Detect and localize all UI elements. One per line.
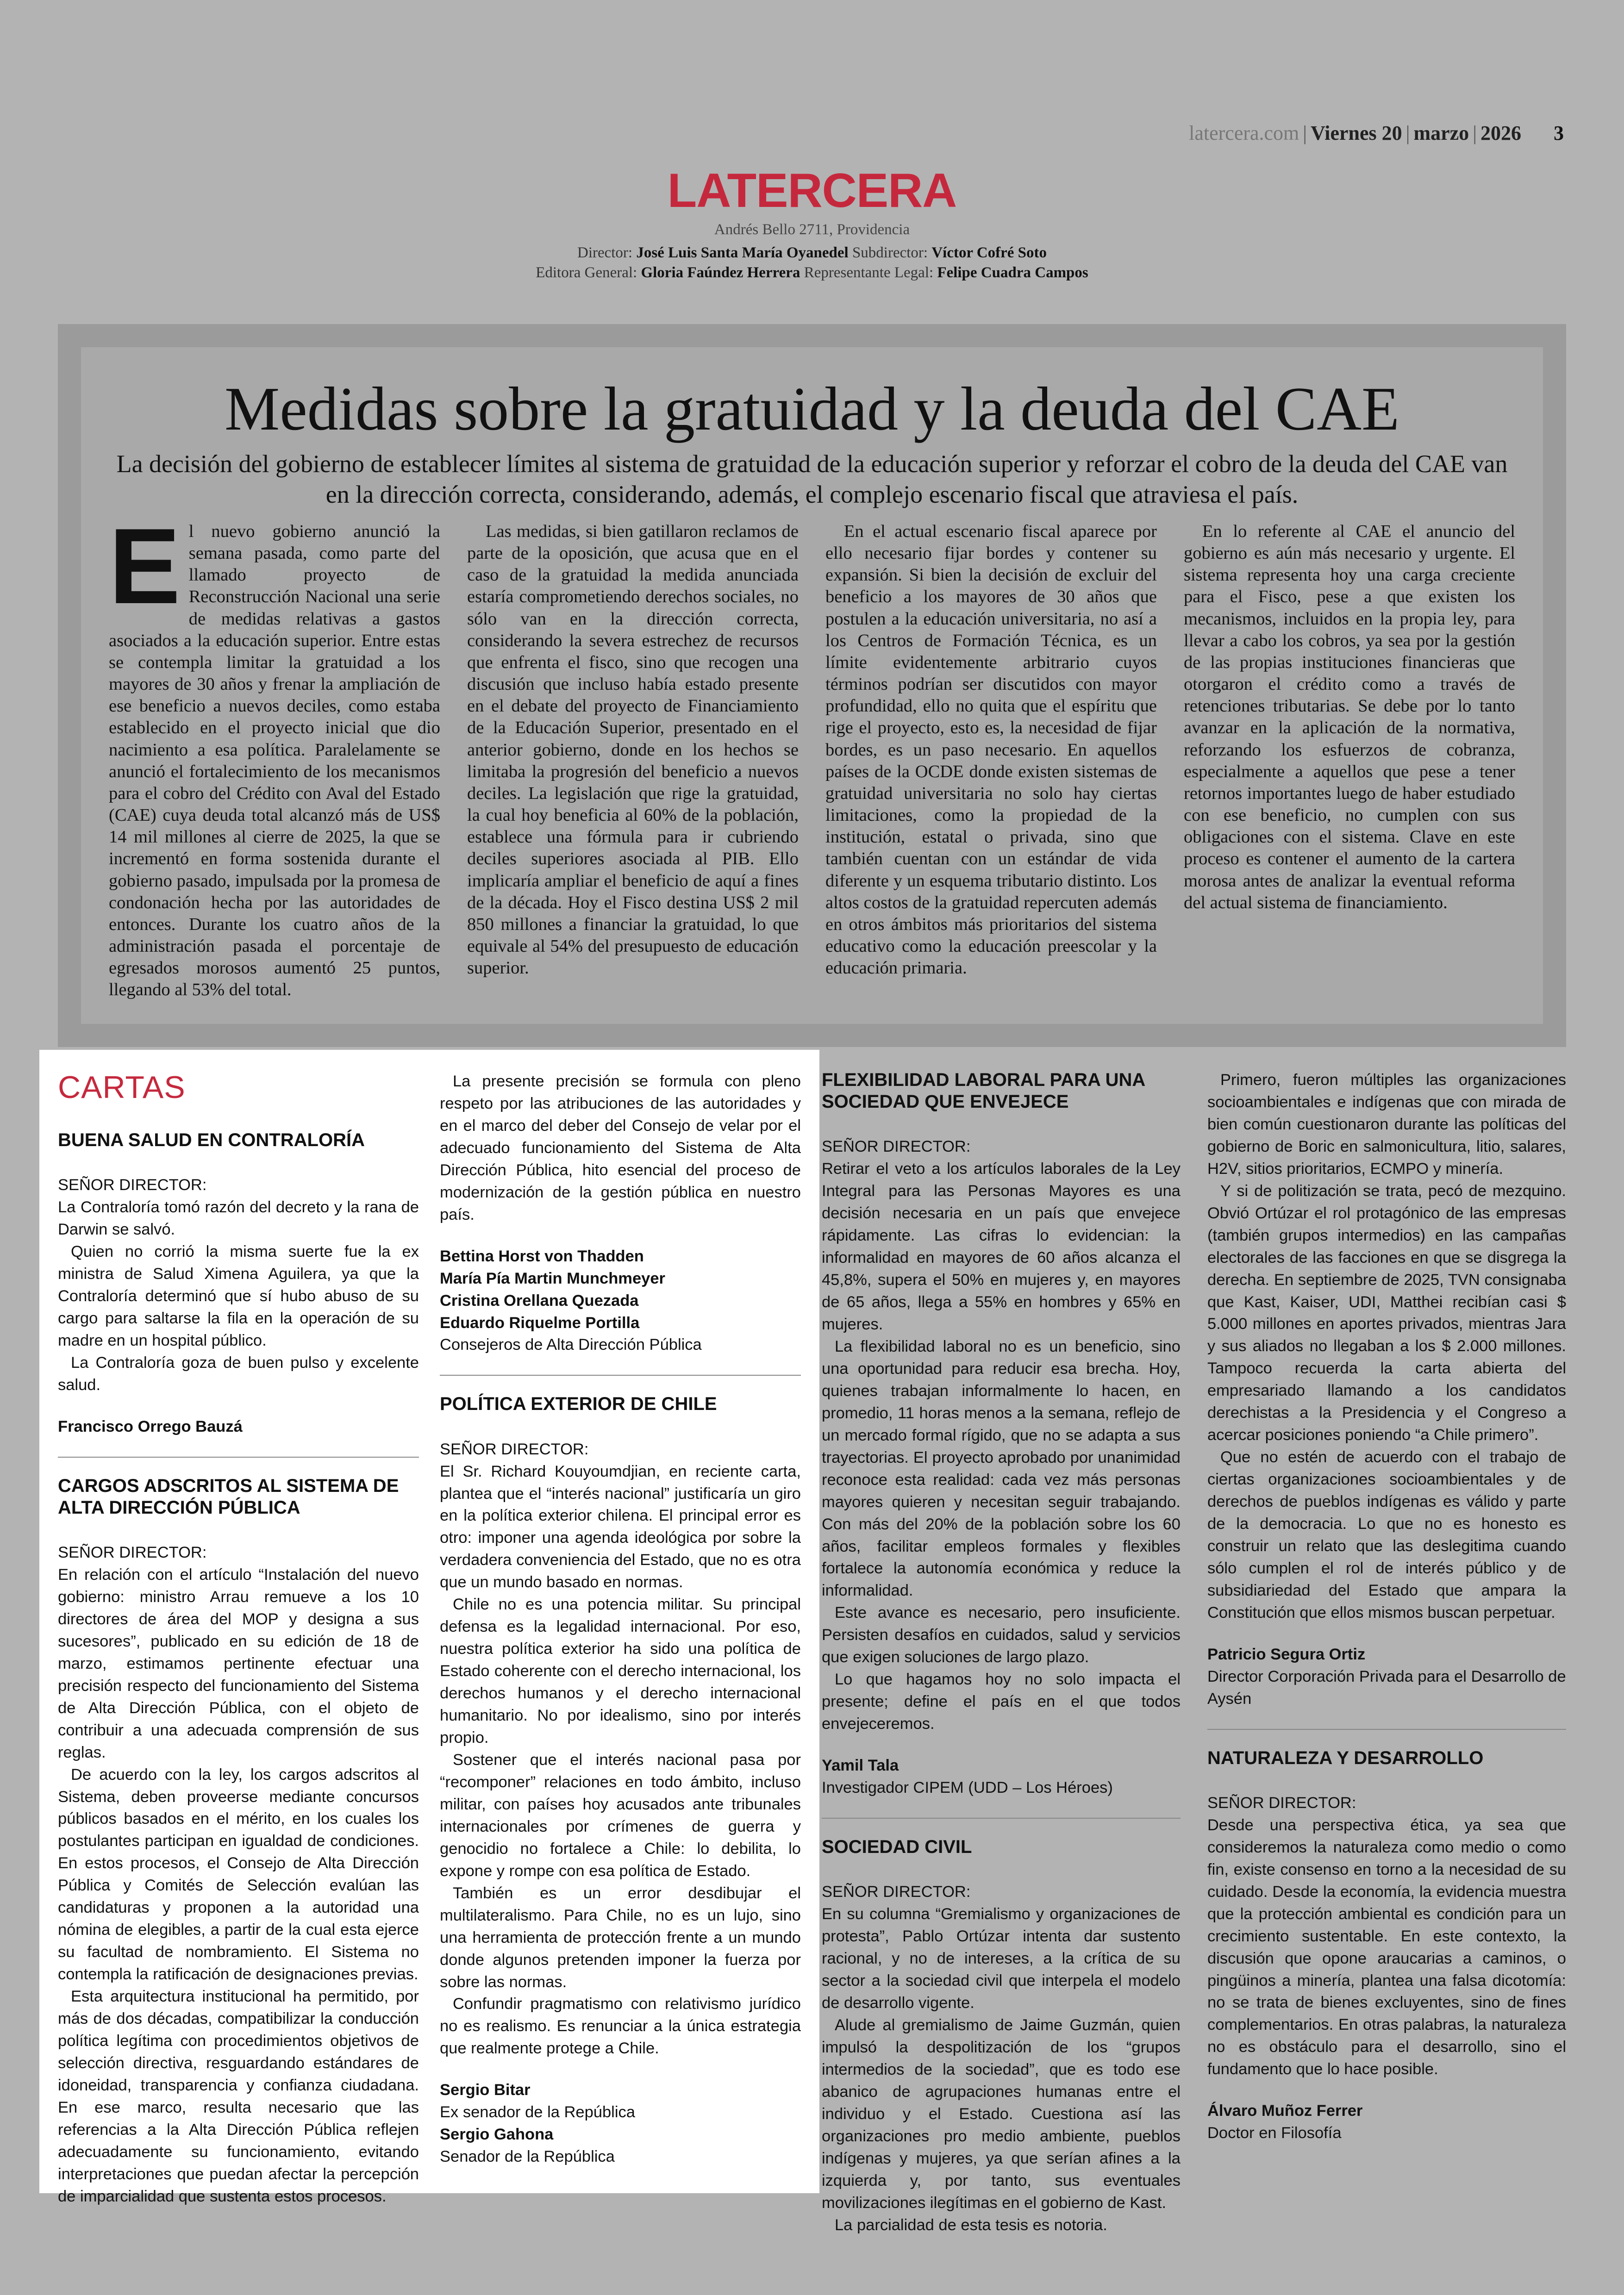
salutation: SEÑOR DIRECTOR:	[1207, 1794, 1356, 1812]
salutation: SEÑOR DIRECTOR:	[58, 1544, 207, 1562]
site-name[interactable]: latercera.com	[1189, 122, 1299, 144]
letter	[822, 1069, 1181, 1799]
letter-title: CARGOS ADSCRITOS AL SISTEMA DE ALTA DIRECCIÓN PÚBLICA	[58, 1475, 399, 1518]
letter-paragraph: Sostener que el interés nacional pasa por “recomponer” relaciones en todo ámbito, incluso militar, con países hoy acusados ante tribunales internacionales por crímenes de guerra y genocidio no fortalece a Chile: lo debilita, lo expone y rompe con esa política de Estado.	[440, 1751, 801, 1880]
cartas-section-title: CARTAS	[58, 1070, 186, 1105]
letter-paragraph: La Contraloría goza de buen pulso y excelente salud.	[58, 1353, 419, 1394]
letter-continued	[1207, 1069, 1566, 1710]
letter-paragraph: De acuerdo con la ley, los cargos adscritos al Sistema, deben proveerse mediante concursos públicos basados en el mérito, en los cuales los postulantes participan en igualdad de condiciones. En estos procesos, el Consejo de Alta Dirección Pública y Comités de Selección evalúan las candidaturas y proponen a la autoridad una nómina de elegibles, a partir de la cual esta ejerce su facultad de nombramiento. El Sistema no contempla la ratificación de designaciones previas.	[58, 1765, 419, 1983]
letter-paragraph: Lo que hagamos hoy no solo impacta el presente; define el país en el que todos envejeceremos.	[822, 1671, 1181, 1733]
salutation: SEÑOR DIRECTOR:	[58, 1176, 207, 1194]
subdirector-label: Subdirector:	[852, 244, 928, 261]
editorial-paragraph: Las medidas, si bien gatillaron reclamos de parte de la oposición, que acusa que en el caso de la gratuidad la medida anunciada estaría comprometiendo derechos sociales, no sólo van en la dirección correcta, considerando la severa estrechez de recursos que enfrenta el fisco, sino que recogen una discusión que incluso había estado presente en el debate del proyecto de Financiamiento de la Educación Superior, presentado en el anterior gobierno, donde en los hechos se limitaba la progresión del beneficio a nuevos deciles. La legislación que rige la gratuidad, la cual hoy beneficia al 60% de la población, establece una fórmula para ir cubriendo deciles superiores asociada al PIB. Ello implicaría ampliar el beneficio de aquí a fines de la década. Hoy el Fisco destina US$ 2 mil 850 millones a financiar la gratuidad, lo que equivale al 54% del presupuesto de educación superior.	[467, 522, 799, 978]
signature	[440, 1246, 801, 1357]
signer-name: María Pía Martin Munchmeyer	[440, 1269, 665, 1287]
letter-title: NATURALEZA Y DESARROLLO	[1207, 1747, 1484, 1768]
editora-name: Gloria Faúndez Herrera	[641, 264, 800, 281]
letter-paragraph: Chile no es una potencia militar. Su principal defensa es la legalidad internacional. Por eso, nuestra política exterior ha sido una política de Estado coherente con el derecho internacional, los derechos humanos y el derecho internacional humanitario. No por idealismo, sino por interés propio.	[440, 1596, 801, 1747]
signer-name: Yamil Tala	[822, 1757, 899, 1775]
drop-cap: E	[109, 506, 181, 626]
editorial-paragraph: En lo referente al CAE el anuncio del gobierno es aún más necesario y urgente. El sistema representa hoy una carga creciente para el Fisco, pese a que existen los mecanismos, incluidos en la propia ley, para llevar a cabo los cobros, ya sea por la gestión de las propias instituciones financieras que otorgaron el crédito como a través de retenciones tributarias. Se debe por lo tanto avanzar en la aplicación de la normativa, reforzando los esfuerzos de cobranza, especialmente a aquellos que pese a tener retornos importantes luego de haber estudiado con ese beneficio, no cumplen con sus obligaciones con el sistema. Clave en este proceso es contener el aumento de la cartera morosa antes de analizar la eventual reforma del actual sistema de financiamiento.	[1184, 522, 1515, 912]
letter-paragraph: Quien no corrió la misma suerte fue la ex ministra de Salud Ximena Aguilera, ya que la Contraloría determinó que sí hubo abuso de su cargo para saltarse la fila en la operación de su madre en un hospital público.	[58, 1243, 419, 1349]
letter-paragraph: El Sr. Richard Kouyoumdjian, en reciente carta, plantea que el “interés nacional” justificaría un giro en la política exterior chilena. El principal error es otro: imponer una agenda ideológica por sobre la verdadera conveniencia del Estado, que no es otra que un mundo basado en normas.	[440, 1462, 801, 1591]
signer-role: Investigador CIPEM (UDD – Los Héroes)	[822, 1779, 1113, 1797]
editora-label: Editora General:	[536, 264, 637, 281]
cartas-column-3	[822, 1069, 1181, 2236]
editorial-body	[109, 506, 1515, 1007]
page-header: latercera.com | Viernes 20 | marzo | 2026 3	[1189, 122, 1564, 144]
signer-role: Ex senador de la República	[440, 2103, 635, 2121]
staff-box	[0, 243, 1624, 283]
salutation: SEÑOR DIRECTOR:	[822, 1883, 971, 1901]
letter-paragraph: También es un error desdibujar el multilateralismo. Para Chile, no es un lujo, sino una herramienta de protección frente a un mundo donde algunos pretenden imponer la fuerza por sobre las normas.	[440, 1884, 801, 1991]
signer-name: Cristina Orellana Quezada	[440, 1291, 639, 1310]
signature	[1207, 1644, 1566, 1710]
letter-paragraph: Y si de politización se trata, pecó de mezquino. Obvió Ortúzar el rol protagónico de las empresas (también grupos intermedios) en las campañas electorales de las facciones en que se disgrega la derecha. En septiembre de 2025, TVN consignaba que Kast, Kaiser, UDI, Matthei recibían casi $ 5.000 millones en aportes privados, mientras Jara y sus aliados no llegaban a los $ 2.000 millones. Tampoco recuerda la carta abierta del empresariado llamando a los candidatos derechistas a la Presidencia y el Congreso a acercar posiciones poniendo “a Chile primero”.	[1207, 1182, 1566, 1444]
issue-month: marzo	[1413, 122, 1469, 144]
signer-role: Consejeros de Alta Dirección Pública	[440, 1336, 702, 1354]
cartas-column-4	[1207, 1069, 1566, 2145]
director-name: José Luis Santa María Oyanedel	[636, 244, 849, 261]
signer-name: Francisco Orrego Bauzá	[58, 1417, 243, 1435]
cartas-column-2	[440, 1071, 801, 2168]
letter-paragraph: Alude al gremialismo de Jaime Guzmán, quien impulsó la despolitización de los “grupos intermedios de la sociedad”, que es todo ese abanico de agrupaciones humanas entre el individuo y el Estado. Cuestiona así las organizaciones pro medio ambiente, pueblos indígenas y mujeres, ya que serían afines a la izquierda y, por tanto, sus eventuales movilizaciones ilegítimas en el gobierno de Kast.	[822, 2016, 1181, 2212]
signature	[58, 1416, 419, 1438]
signer-name: Sergio Bitar	[440, 2081, 531, 2099]
letter-title: BUENA SALUD EN CONTRALORÍA	[58, 1130, 365, 1150]
letter-paragraph: Esta arquitectura institucional ha permitido, por más de dos décadas, compatibilizar la conducción política legítima con procedimientos objetivos de selección directiva, resguardando estándares de idoneidad, transparencia y confianza ciudadana. En ese marco, resulta necesario que las referencias a la Alta Dirección Pública reflejen adecuadamente su funcionamiento, evitando interpretaciones que puedan afectar la percepción de imparcialidad que sustenta estos procesos.	[58, 1988, 419, 2205]
legal-label: Representante Legal:	[804, 264, 934, 281]
letter-paragraph: Que no estén de acuerdo con el trabajo de ciertas organizaciones socioambientales y de derechos de pueblos indígenas es válido y parte de la democracia. Lo que no es honesto es construir un relato que las deslegitima cuando sólo cumplen el rol de interés público y de subsidiariedad del Estado que ampara la Constitución que ellos mismos buscan perpetuar.	[1207, 1448, 1566, 1621]
letter	[58, 1129, 419, 1438]
signer-role: Senador de la República	[440, 2148, 615, 2166]
letter-paragraph: En relación con el artículo “Instalación del nuevo gobierno: ministro Arrau remueve a los 10 directores de área del MOP y designa a sus sucesores”, publicado en su edición de 18 de marzo, estimamos pertinente efectuar una precisión respecto del funcionamiento del Sistema de Alta Dirección Pública, con el objeto de contribuir a una adecuada comprensión de sus reglas.	[58, 1566, 419, 1761]
signer-name: Eduardo Riquelme Portilla	[440, 1314, 640, 1332]
letter	[58, 1475, 419, 2208]
issue-year: 2026	[1480, 122, 1521, 144]
letter-paragraph: En su columna “Gremialismo y organizaciones de protesta”, Pablo Ortúzar intenta dar sustento racional, y no de intereses, a la crítica de su sector a la sociedad civil que interpela el modelo de desarrollo vigente.	[822, 1905, 1181, 2012]
letter-title: POLÍTICA EXTERIOR DE CHILE	[440, 1394, 717, 1415]
letter	[1207, 1747, 1566, 2145]
signer-role: Doctor en Filosofía	[1207, 2124, 1342, 2142]
letter-continued	[440, 1071, 801, 1356]
letter-paragraph: La flexibilidad laboral no es un beneficio, sino una oportunidad para reducir esa brecha. Hoy, quienes trabajan informalmente lo hacen, en promedio, 11 horas menos a la semana, reflejo de un mercado formal rígido, que no se adapta a sus trayectorias. El proyecto aprobado por unanimidad reconoce esta realidad: cada vez más personas mayores quieren y necesitan seguir trabajando. Con más del 20% de la población sobre los 60 años, facilitar empleos formales y flexibles fortalece la autonomía económica y reduce la informalidad.	[822, 1337, 1181, 1600]
letter-paragraph: Confundir pragmatismo con relativismo jurídico no es realismo. Es renunciar a la única estrategia que realmente protege a Chile.	[440, 1995, 801, 2058]
signature	[440, 2079, 801, 2168]
letter-paragraph: La presente precisión se formula con pleno respeto por las atribuciones de las autoridades y en el marco del deber del Consejo de velar por el adecuado funcionamiento del Sistema de Alta Dirección Pública, hito esencial del proceso de modernización de la gestión pública en nuestro país.	[440, 1073, 801, 1223]
masthead	[0, 164, 1624, 283]
legal-name: Felipe Cuadra Campos	[937, 264, 1088, 281]
director-label: Director:	[577, 244, 633, 261]
letter-paragraph: La parcialidad de esta tesis es notoria.	[835, 2216, 1107, 2234]
signer-role: Director Corporación Privada para el Desarrollo de Aysén	[1207, 1667, 1566, 1708]
signature	[1207, 2100, 1566, 2145]
letter	[440, 1393, 801, 2168]
letter-paragraph: Desde una perspectiva ética, ya sea que consideremos la naturaleza como medio o como fin, existe consenso en torno a la necesidad de su cuidado. Desde la economía, la evidencia muestra que la protección ambiental es condición para un crecimiento sustentable. En este contexto, la discusión que opone araucarias a caminos, o pingüinos a minería, plantea una falsa dicotomía: no se trata de bienes excluyentes, sino de fines complementarios. En otras palabras, la naturaleza no es obstáculo para el desarrollo, sino el fundamento que lo hace posible.	[1207, 1816, 1566, 2078]
signer-name: Patricio Segura Ortiz	[1207, 1645, 1366, 1663]
letter-paragraph: Retirar el veto a los artículos laborales de la Ley Integral para las Personas Mayores es una decisión necesaria en un país que envejece rápidamente. Las cifras lo evidencian: la informalidad en mayores de 60 años alcanza el 45,8%, supera el 50% en mujeres y, en mayores de 65 años, llega a 55% en hombres y 65% en mujeres.	[822, 1160, 1181, 1333]
subdirector-name: Víctor Cofré Soto	[931, 244, 1047, 261]
letter-title: SOCIEDAD CIVIL	[822, 1837, 972, 1858]
editorial-subtitle: La decisión del gobierno de establecer límites al sistema de gratuidad de la educación superior y reforzar el cobro de la deuda del CAE van en la dirección correcta, considerando, además, el complejo escenario fiscal que atraviesa el país.	[116, 450, 1508, 508]
editorial-frame	[58, 324, 1566, 1047]
divider	[1207, 1729, 1566, 1730]
signature	[822, 1755, 1181, 1799]
divider	[440, 1375, 801, 1376]
cartas-column-1	[58, 1129, 419, 2208]
salutation: SEÑOR DIRECTOR:	[440, 1440, 589, 1458]
editorial	[81, 347, 1543, 1024]
signer-name: Bettina Horst von Thadden	[440, 1247, 644, 1265]
address: Andrés Bello 2711, Providencia	[714, 221, 910, 238]
signer-name: Sergio Gahona	[440, 2126, 554, 2144]
signer-name: Álvaro Muñoz Ferrer	[1207, 2102, 1363, 2120]
page-number: 3	[1554, 122, 1564, 144]
letter-paragraph: Primero, fueron múltiples las organizaciones socioambientales e indígenas que con mirada de bien común cuestionaron durante las políticas del gobierno de Boric en salmonicultura, litio, salares, H2V, sitios prioritarios, ECMPO y minería.	[1207, 1071, 1566, 1178]
newspaper-logo: LATERCERA	[667, 164, 957, 218]
divider	[822, 1818, 1181, 1819]
editorial-paragraph: En el actual escenario fiscal aparece por ello necesario fijar bordes y contener su expansión. Si bien la decisión de excluir del beneficio a los mayores de 30 años que postulen a la educación universitaria, no así a los Centros de Formación Técnica, es un límite evidentemente arbitrario cuyos términos podrían ser discutidos con mayor profundidad, ello no quita que el espíritu que rige el proyecto, esto es, la necesidad de fijar bordes, es un paso necesario. En aquellos países de la OCDE donde existen sistemas de gratuidad universitaria no solo hay ciertas limitaciones, como la propiedad de la institución, estatal o privada, sino que también cuentan con un estándar de vida diferente y un esquema tributario distinto. Los altos costos de la gratuidad repercuten además en otros ámbitos más prioritarios del sistema educativo como la educación preescolar y la educación primaria.	[825, 522, 1157, 978]
salutation: SEÑOR DIRECTOR:	[822, 1138, 971, 1156]
editorial-paragraph: El nuevo gobierno anunció la semana pasada, como parte del llamado proyecto de Reconstrucción Nacional una serie de medidas relativas a gastos asociados a la educación superior. Entre estas se contempla limitar la gratuidad a los mayores de 30 años y frenar la ampliación de ese beneficio a nuevos deciles, como estaba establecido en el proyecto inicial que dio nacimiento a esa política. Paralelamente se anunció el fortalecimiento de los mecanismos para el cobro del Crédito con Aval del Estado (CAE) cuya deuda total alcanzó más de US$ 14 mil millones al cierre de 2025, la que se incrementó en forma sostenida durante el gobierno pasado, impulsada por la promesa de condonación hecha por las autoridades de entonces. Durante los cuatro años de la administración pasada el porcentaje de egresados morosos aumentó 25 puntos, llegando al 53% del total.	[109, 506, 440, 1000]
issue-day: Viernes 20	[1311, 122, 1402, 144]
divider	[58, 1457, 419, 1458]
letter-paragraph: Este avance es necesario, pero insuficiente. Persisten desafíos en cuidados, salud y servicios que exigen soluciones de largo plazo.	[822, 1604, 1181, 1666]
editorial-title: Medidas sobre la gratuidad y la deuda del CAE	[225, 374, 1399, 443]
letter-title: FLEXIBILIDAD LABORAL PARA UNA SOCIEDAD QUE ENVEJECE	[822, 1070, 1145, 1112]
letter-paragraph: La Contraloría tomó razón del decreto y la rana de Darwin se salvó.	[58, 1198, 419, 1239]
letter	[822, 1836, 1181, 2236]
